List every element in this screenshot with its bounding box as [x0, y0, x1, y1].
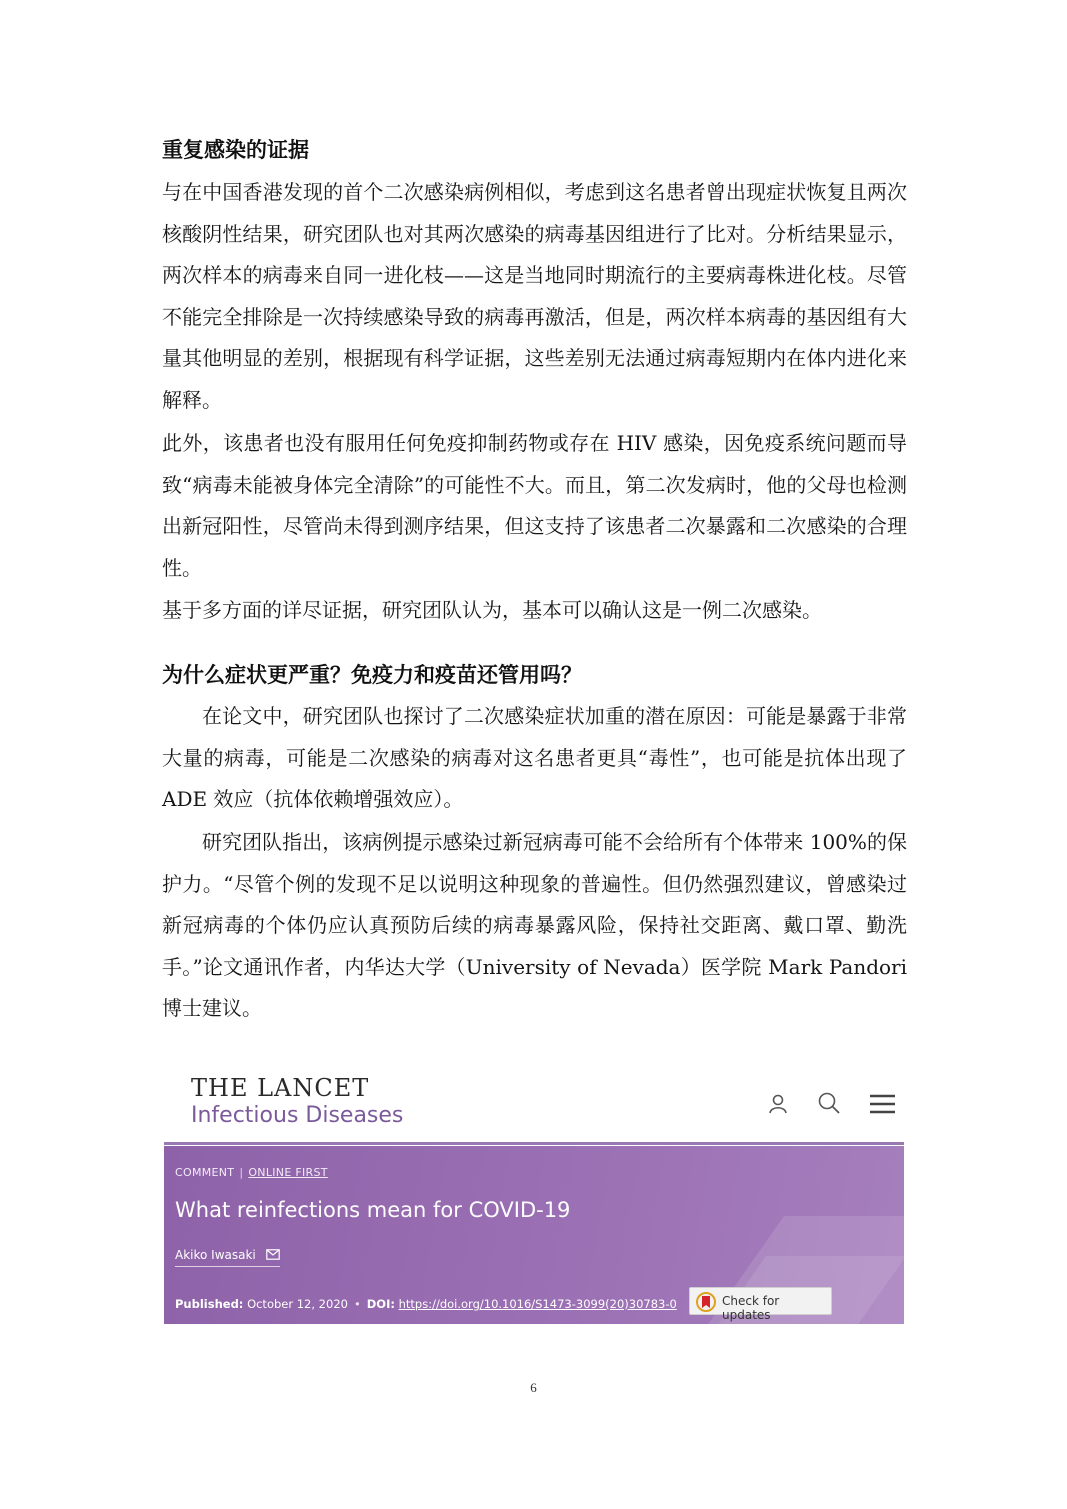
- check-for-updates-button[interactable]: [689, 1287, 832, 1322]
- lancet-header: [164, 1068, 904, 1142]
- category-label: COMMENT: [175, 1166, 235, 1179]
- category-separator: |: [239, 1166, 244, 1179]
- mail-icon[interactable]: [266, 1249, 280, 1263]
- article-title: What reinfections mean for COVID-19: [175, 1198, 571, 1222]
- paragraph-possible-causes: 在论文中，研究团队也探讨了二次感染症状加重的潜在原因：可能是暴露于非常大量的病毒，可能是二次感染的病毒对这名患者更具“毒性”，也可能是抗体出现了 ADE 效应（抗体依赖增强效应）。: [162, 704, 907, 812]
- user-icon[interactable]: [764, 1090, 792, 1118]
- check-updates-icon: [696, 1292, 716, 1315]
- online-first-link[interactable]: ONLINE FIRST: [248, 1166, 328, 1179]
- dot-separator: •: [353, 1297, 361, 1311]
- doi-link[interactable]: https://doi.org/10.1016/S1473-3099(20)30783-0: [398, 1297, 677, 1311]
- paragraph-conclusion: 基于多方面的详尽证据，研究团队认为，基本可以确认这是一例二次感染。: [162, 598, 822, 622]
- paragraph-protection: 研究团队指出，该病例提示感染过新冠病毒可能不会给所有个体带来 100%的保护力。“尽管个例的发现不足以说明这种现象的普遍性。但仍然强烈建议，曾感染过新冠病毒的个体仍应认真预防后续的病毒暴露风险，保持社交距离、戴口罩、勤洗手。”论文通讯作者，内华达大学（University of Nevada）医学院 Mark Pandori 博士建议。: [162, 830, 907, 1021]
- search-icon[interactable]: [815, 1090, 843, 1118]
- published-label: Published:: [175, 1297, 244, 1311]
- article-author[interactable]: [175, 1248, 280, 1267]
- section-heading-evidence: 重复感染的证据: [162, 138, 309, 162]
- subjournal-name[interactable]: Infectious Diseases: [191, 1103, 404, 1128]
- section-heading-severity: 为什么症状更严重？免疫力和疫苗还管用吗？: [162, 663, 582, 687]
- published-date: October 12, 2020: [247, 1297, 348, 1311]
- menu-icon[interactable]: [868, 1090, 896, 1118]
- paragraph-genome-comparison: 与在中国香港发现的首个二次感染病例相似，考虑到这名患者曾出现症状恢复且两次核酸阴性结果，研究团队也对其两次感染的病毒基因组进行了比对。分析结果显示，两次样本的病毒来自同一进化枝——这是当地同时期流行的主要病毒株进化枝。尽管不能完全排除是一次持续感染导致的病毒再激活，但是，两次样本病毒的基因组有大量其他明显的差别，根据现有科学证据，这些差别无法通过病毒短期内在体内进化来解释。: [162, 180, 907, 412]
- page-number: 6: [530, 1380, 537, 1395]
- publication-info: [175, 1297, 677, 1311]
- header-divider: [164, 1142, 904, 1145]
- paragraph-immune-status: 此外，该患者也没有服用任何免疫抑制药物或存在 HIV 感染，因免疫系统问题而导致“病毒未能被身体完全清除”的可能性不大。而且，第二次发病时，他的父母也检测出新冠阳性，尽管尚未得到测序结果，但这支持了该患者二次暴露和二次感染的合理性。: [162, 431, 907, 580]
- check-updates-label: Check for updates: [722, 1294, 780, 1322]
- article-banner: [164, 1146, 904, 1324]
- author-name[interactable]: Akiko Iwasaki: [175, 1248, 256, 1262]
- doi-label: DOI:: [366, 1297, 395, 1311]
- journal-logo[interactable]: THE LANCET: [191, 1074, 370, 1102]
- article-category: [175, 1166, 328, 1179]
